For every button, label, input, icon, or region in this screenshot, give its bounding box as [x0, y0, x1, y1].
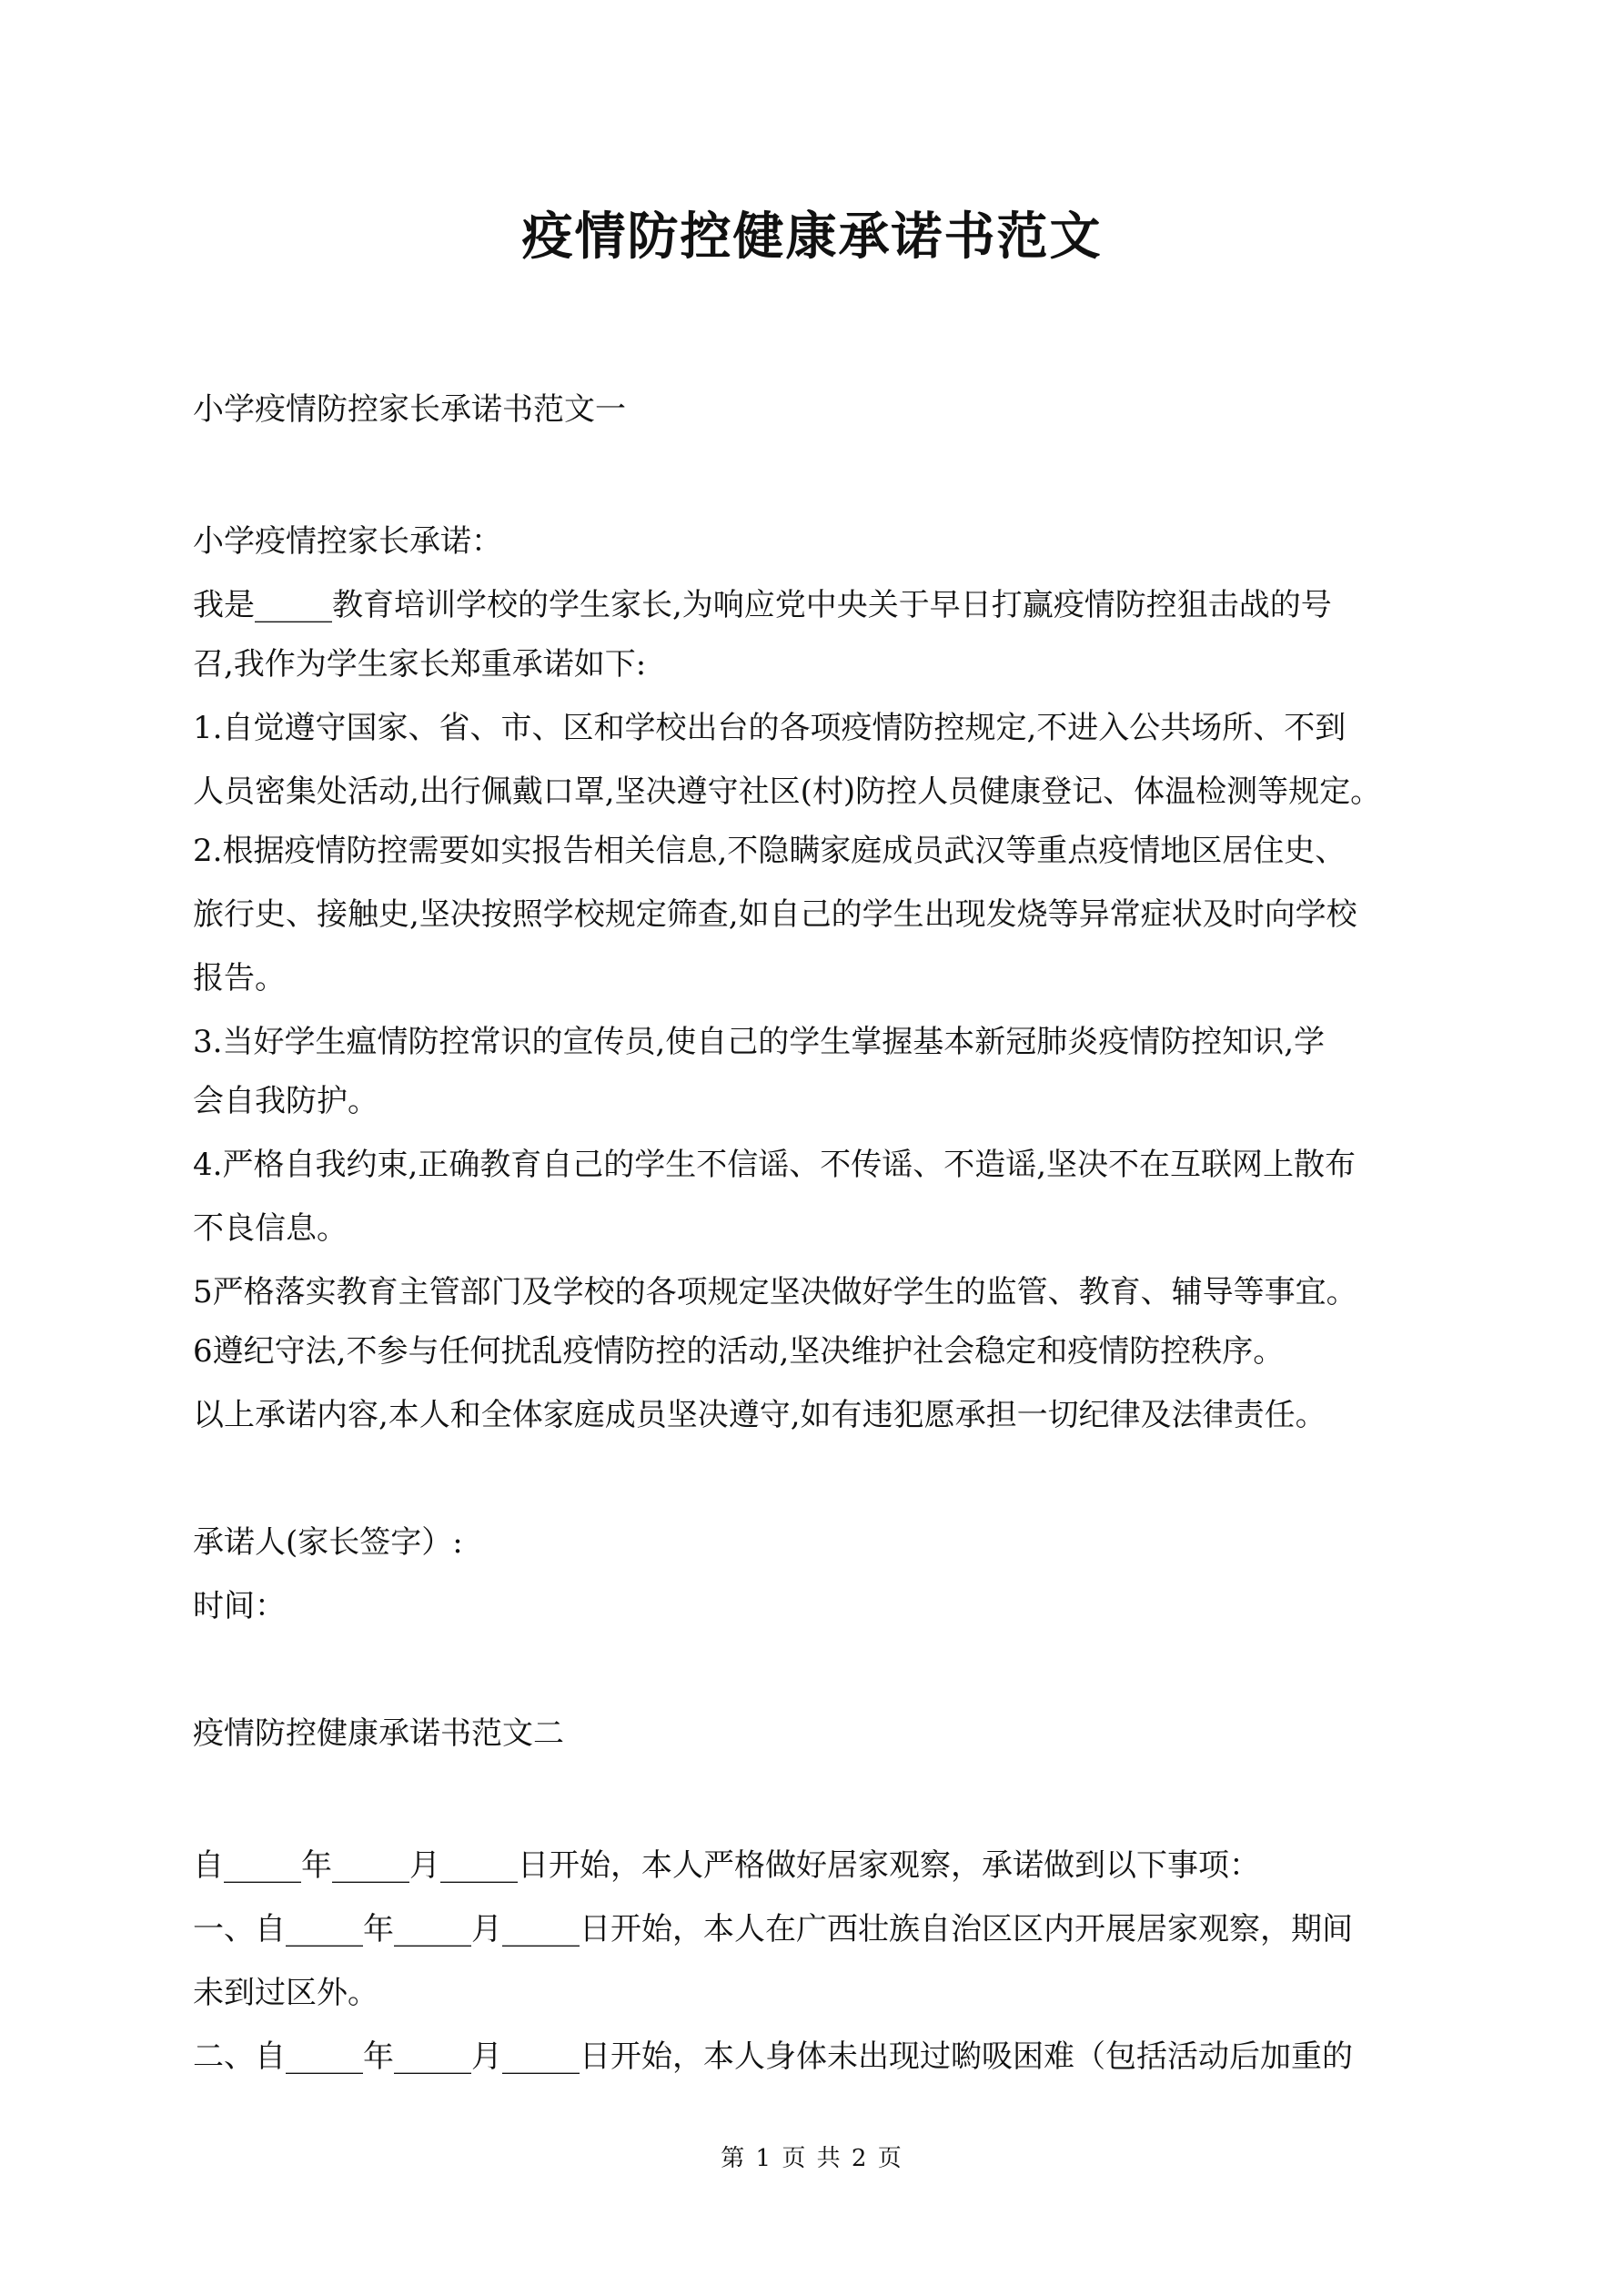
paragraph-line: 3.当好学生瘟情防控常识的宣传员,使自己的学生掌握基本新冠肺炎疫情防控知识,学 — [193, 1024, 1326, 1060]
paragraph-line: 一、自_____年_____月_____日开始，本人在广西壮族自治区区内开展居家观察，期间 — [193, 1911, 1353, 1947]
date-line: 时间： — [193, 1588, 286, 1624]
paragraph-line: 小学疫情控家长承诺： — [193, 523, 502, 560]
section-heading-1: 小学疫情防控家长承诺书范文一 — [193, 391, 626, 428]
document-title: 疫情防控健康承诺书范文 — [521, 207, 1103, 267]
page-indicator: 第 1 页 共 2 页 — [721, 2145, 903, 2172]
paragraph-line: 4.严格自我约束,正确教育自己的学生不信谣、不传谣、不造谣,坚决不在互联网上散布 — [193, 1147, 1357, 1183]
paragraph-line: 旅行史、接触史,坚决按照学校规定筛查,如自己的学生出现发烧等异常症状及时向学校 — [193, 896, 1357, 933]
paragraph-line: 召,我作为学生家长郑重承诺如下: — [193, 646, 647, 683]
paragraph-line: 我是_____教育培训学校的学生家长,为响应党中央关于早日打赢疫情防控狙击战的号 — [193, 587, 1332, 623]
paragraph-line: 2.根据疫情防控需要如实报告相关信息,不隐瞒家庭成员武汉等重点疫情地区居住史、 — [193, 833, 1347, 869]
paragraph-line: 自_____年_____月_____日开始，本人严格做好居家观察，承诺做到以下事项： — [193, 1847, 1260, 1884]
paragraph-line: 以上承诺内容,本人和全体家庭成员坚决遵守,如有违犯愿承担一切纪律及法律责任。 — [193, 1397, 1326, 1433]
paragraph-line: 5严格落实教育主管部门及学校的各项规定坚决做好学生的监管、教育、辅导等事宜。 — [193, 1274, 1357, 1310]
paragraph-line: 会自我防护。 — [193, 1083, 378, 1119]
paragraph-line: 6遵纪守法,不参与任何扰乱疫情防控的活动,坚决维护社会稳定和疫情防控秩序。 — [193, 1333, 1285, 1370]
signature-line: 承诺人(家长签字）: — [193, 1524, 463, 1561]
paragraph-line: 不良信息。 — [193, 1210, 348, 1247]
paragraph-line: 报告。 — [193, 960, 286, 996]
paragraph-line: 二、自_____年_____月_____日开始，本人身体未出现过喲吸困难（包括活动后加重的 — [193, 2038, 1353, 2075]
paragraph-line: 未到过区外。 — [193, 1975, 378, 2011]
paragraph-line: 人员密集处活动,出行佩戴口罩,坚决遵守社区(村)防控人员健康登记、体温检测等规定。 — [193, 774, 1382, 810]
section-heading-2: 疫情防控健康承诺书范文二 — [193, 1715, 564, 1752]
paragraph-line: 1.自觉遵守国家、省、市、区和学校出台的各项疫情防控规定,不进入公共场所、不到 — [193, 710, 1347, 746]
